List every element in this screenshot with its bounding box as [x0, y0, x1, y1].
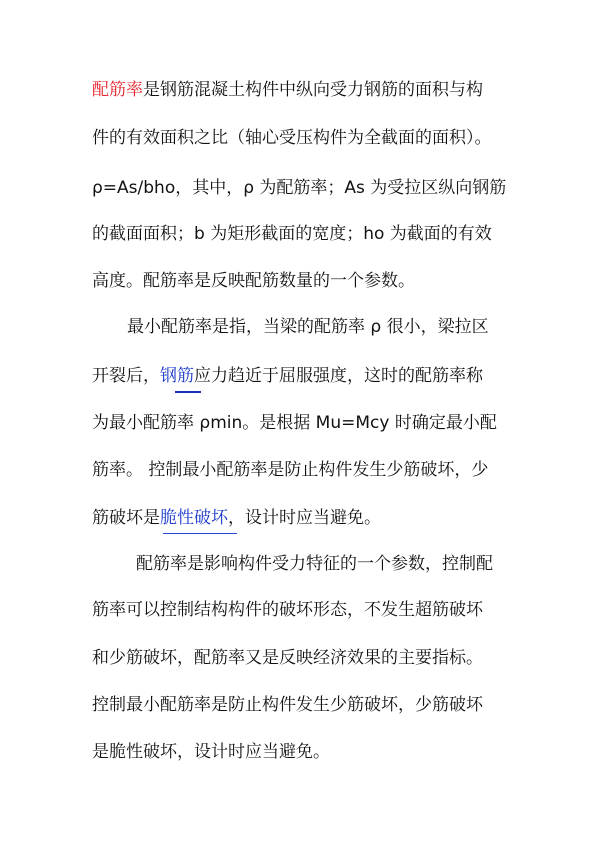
p1-line-1-text: 是钢筋混凝土构件中纵向受力钢筋的面积与构	[143, 80, 483, 100]
p1-line-1	[92, 80, 483, 100]
link-brittle-failure-underline	[163, 533, 237, 534]
p2-line-1: 最小配筋率是指，当梁的配筋率 ρ 很小，梁拉区	[127, 317, 489, 337]
p2-line-5-post: ，设计时应当避免。	[228, 508, 381, 528]
link-steel-bar-underline	[175, 391, 201, 393]
term-reinforcement-ratio: 配筋率	[92, 80, 143, 100]
p2-line-2-pre: 开裂后，	[92, 366, 160, 386]
link-brittle-failure[interactable]: 脆性破坏	[160, 508, 228, 528]
p2-line-2-post: 应力趋近于屈服强度，这时的配筋率称	[194, 366, 483, 386]
p2-line-5	[92, 508, 381, 528]
p3-line-2: 筋率可以控制结构构件的破坏形态，不发生超筋破坏	[92, 600, 483, 620]
p1-line-5: 高度。配筋率是反映配筋数量的一个参数。	[92, 271, 415, 291]
p3-line-1: 配筋率是影响构件受力特征的一个参数，控制配	[136, 554, 493, 574]
p2-line-2	[92, 366, 483, 386]
p3-line-3: 和少筋破坏，配筋率又是反映经济效果的主要指标。	[92, 648, 483, 668]
p1-line-3: ρ=As/bho，其中，ρ 为配筋率；As 为受拉区纵向钢筋	[92, 178, 507, 198]
p2-line-3: 为最小配筋率 ρmin。是根据 Mu=Mcy 时确定最小配	[92, 413, 497, 433]
p1-line-2: 件的有效面积之比（轴心受压构件为全截面的面积）。	[92, 128, 492, 148]
p2-line-4: 筋率。 控制最小配筋率是防止构件发生少筋破坏，少	[92, 460, 489, 480]
link-steel-bar[interactable]: 钢筋	[160, 366, 194, 386]
p2-line-5-pre: 筋破坏是	[92, 508, 160, 528]
p1-line-4: 的截面面积；b 为矩形截面的宽度；ho 为截面的有效	[92, 224, 492, 244]
p3-line-4: 控制最小配筋率是防止构件发生少筋破坏，少筋破坏	[92, 695, 483, 715]
p3-line-5: 是脆性破坏，设计时应当避免。	[92, 742, 330, 762]
